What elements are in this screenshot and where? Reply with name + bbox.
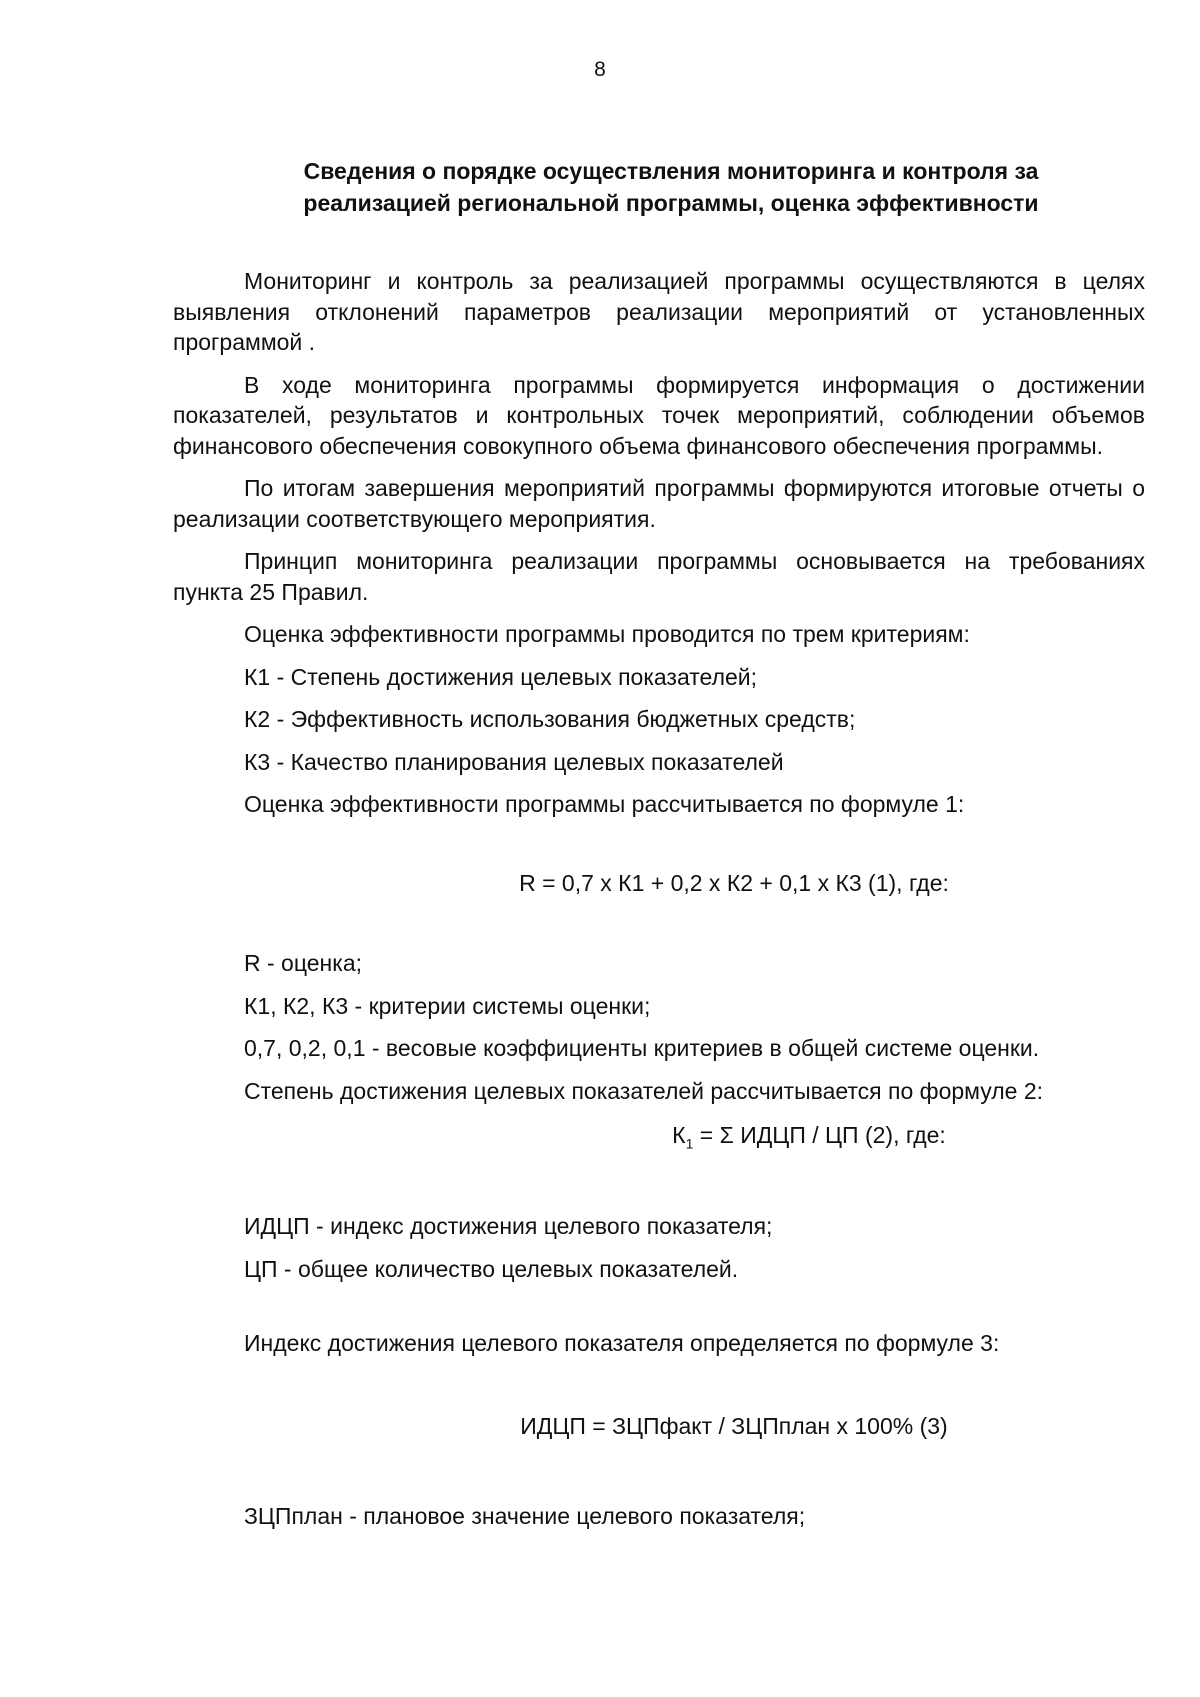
criterion-k2: К2 - Эффективность использования бюджетных средств; [244, 706, 856, 732]
formula-3: ИДЦП = ЗЦПфакт / ЗЦПплан х 100% (3) [520, 1412, 948, 1439]
formula-2-k: К [672, 1122, 686, 1148]
paragraph-criteria-intro: Оценка эффективности программы проводится по трем критериям: [244, 621, 970, 647]
definition-weights: 0,7, 0,2, 0,1 - весовые коэффициенты критериев в общей системе оценки. [244, 1035, 1040, 1061]
definition-idcp: ИДЦП - индекс достижения целевого показателя; [244, 1213, 773, 1240]
criterion-k3: К3 - Качество планирования целевых показателей [244, 748, 784, 775]
definition-k: К1, К2, К3 - критерии системы оценки; [244, 992, 651, 1019]
definition-zcp-plan: ЗЦПплан - плановое значение целевого показателя; [244, 1503, 806, 1530]
heading-line-2: реализацией региональной программы, оценка эффективности [303, 190, 1039, 216]
formula-2-subscript: 1 [685, 1135, 694, 1152]
formula-1: R = 0,7 х К1 + 0,2 х К2 + 0,1 х К3 (1), где: [519, 869, 949, 896]
heading-line-1: Сведения о порядке осуществления мониторинга и контроля за [303, 158, 1039, 184]
paragraph-reports: По итогам завершения мероприятий программы формируются итоговые отчеты о реализации соответствующего мероприятия. [173, 475, 1145, 532]
document-body [173, 266, 1145, 1544]
paragraph-formula1-intro: Оценка эффективности программы рассчитывается по формуле 1: [244, 791, 965, 817]
formula-2 [173, 1120, 1145, 1159]
paragraph-info: В ходе мониторинга программы формируется информация о достижении показателей, результатов и контрольных точек мероприятий, соблюдении объемов финансового обеспечения совокупного объема финансового обеспечения программы. [173, 371, 1145, 459]
paragraph-formula3-intro: Индекс достижения целевого показателя определяется по формуле 3: [244, 1330, 1000, 1357]
paragraph-principle: Принцип мониторинга реализации программы основывается на требованиях пункта 25 Правил. [173, 548, 1145, 605]
paragraph-formula2-intro: Степень достижения целевых показателей рассчитывается по формуле 2: [244, 1077, 1044, 1104]
formula-2-rest: = Σ ИДЦП / ЦП (2), где: [693, 1122, 946, 1148]
paragraph-monitoring: Мониторинг и контроль за реализацией программы осуществляются в целях выявления отклонений параметров реализации мероприятий от установленных программой . [173, 268, 1145, 355]
page-number: 8 [594, 58, 606, 81]
section-heading [236, 155, 1106, 219]
definition-cp: ЦП - общее количество целевых показателей. [244, 1255, 739, 1282]
definition-r: R - оценка; [244, 950, 362, 976]
criterion-k1: К1 - Степень достижения целевых показателей; [244, 663, 758, 690]
